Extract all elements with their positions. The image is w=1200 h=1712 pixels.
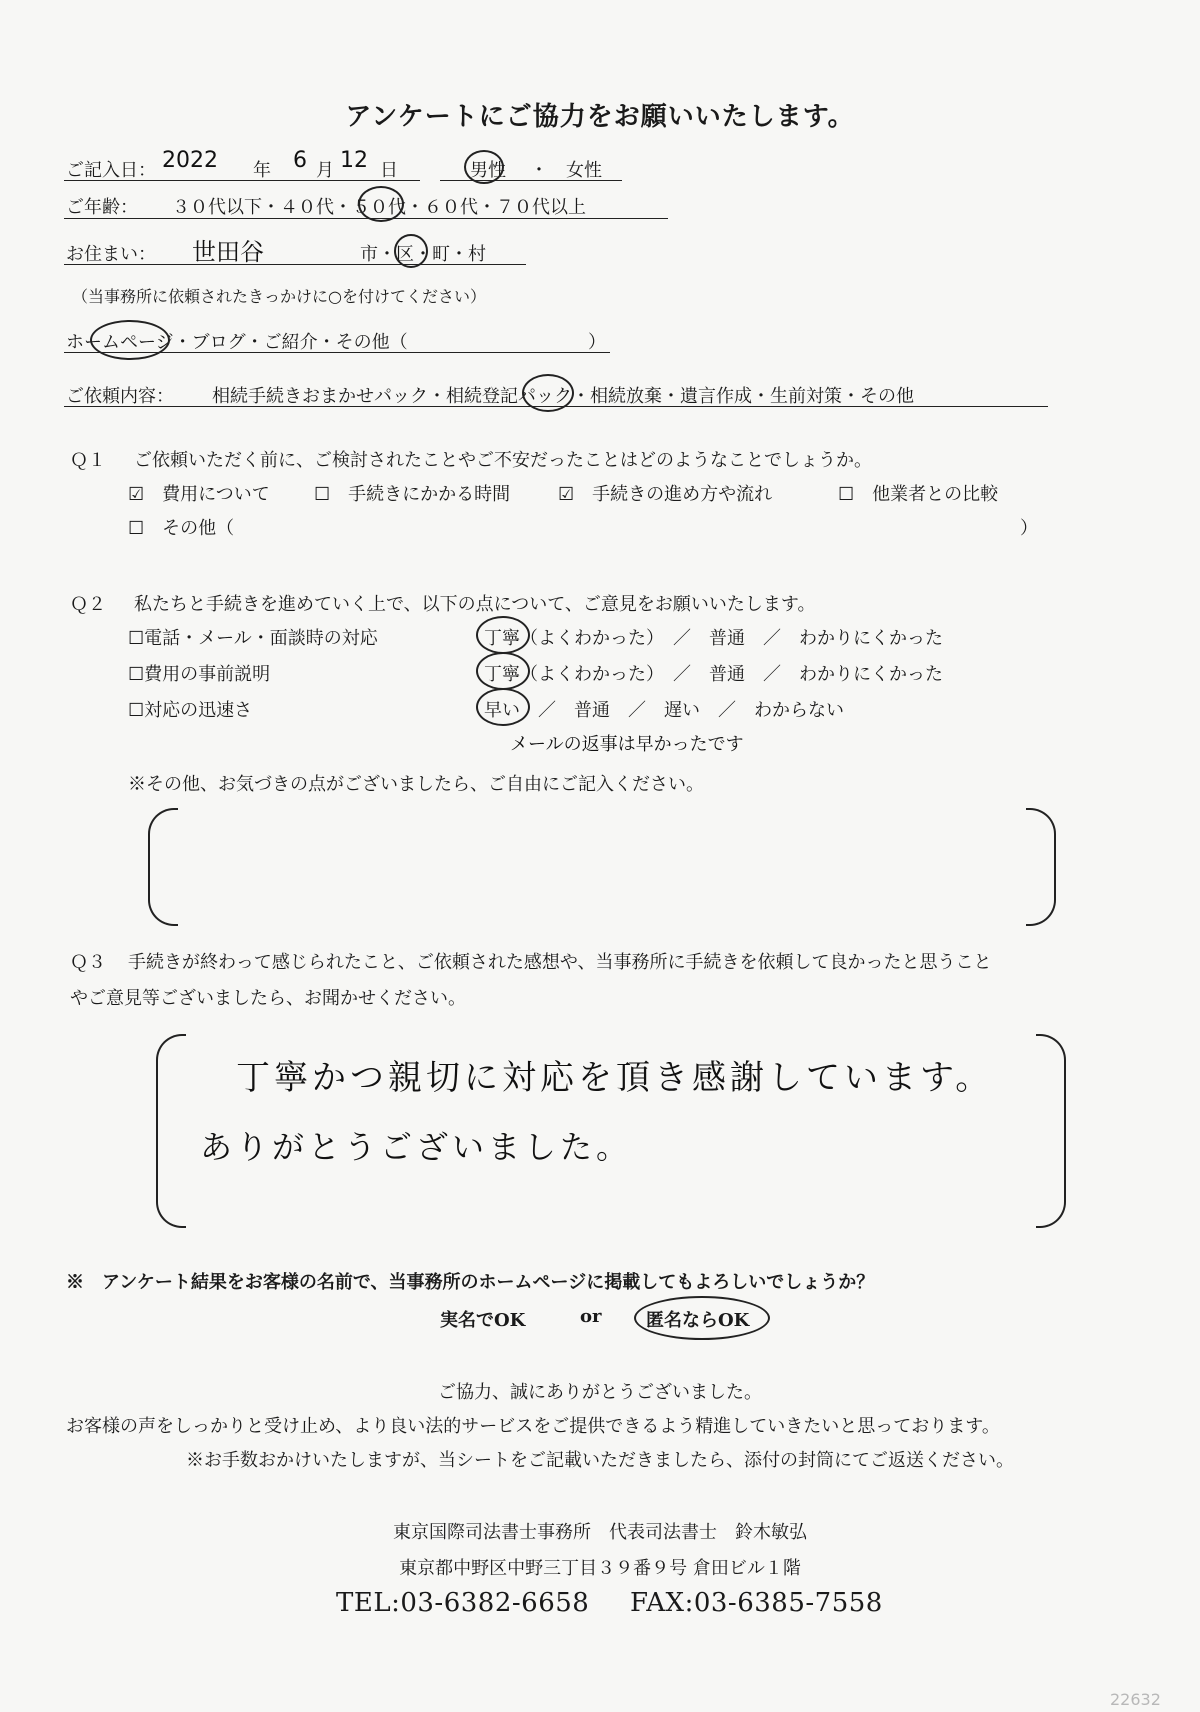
referral-note: （当事務所に依頼されたきっかけに○を付けてください） (72, 287, 486, 306)
date-day-unit: 日 (380, 160, 398, 181)
publish-or: or (580, 1306, 602, 1327)
publish-question: ※ アンケート結果をお客様の名前で、当事務所のホームページに掲載してもよろしいでしょうか？ (66, 1272, 875, 1293)
residence-label: お住まい： (66, 244, 156, 265)
q2-free-prompt: ※その他、お気づきの点がございましたら、ご自由にご記入ください。 (128, 774, 704, 795)
q3-bracket-left (156, 1034, 186, 1228)
q3-number: Ｑ３ (70, 952, 106, 973)
footer-address: 東京都中野区中野三丁目３９番９号 倉田ビル１階 (399, 1558, 801, 1579)
stamp-number: 22632 (1110, 1690, 1161, 1709)
polite-circle-mark (476, 616, 530, 654)
footer-office: 東京国際司法書士事務所 代表司法書士 鈴木敏弘 (393, 1522, 807, 1543)
referral-options: ホームページ・ブログ・ご紹介・その他（ (66, 332, 408, 353)
request-underline (64, 406, 1048, 407)
q2-text: 私たちと手続きを進めていく上で、以下の点について、ご意見をお願いいたします。 (134, 594, 816, 615)
checkbox-icon: ☐ (838, 484, 855, 505)
q3-text-line1: 手続きが終わって感じられたこと、ご依頼された感想や、当事務所に手続きを依頼して良かったと思うこと (128, 952, 992, 973)
homepage-circle-mark (90, 320, 170, 360)
q1-option-process: ☑ 手続きの進め方や流れ (558, 484, 773, 505)
request-options: 相続手続きおまかせパック・相続登記パック・相続放棄・遺言作成・生前対策・その他 (212, 386, 914, 407)
q1-other-close: ） (1020, 518, 1038, 539)
age-50s-circle-mark (358, 186, 404, 222)
age-underline (64, 218, 668, 219)
checkbox-icon: ☐ (128, 518, 145, 539)
checkbox-checked-icon: ☑ (128, 484, 145, 505)
q2-number: Ｑ２ (70, 594, 106, 615)
footer-tel: TEL:03-6382-6658 (336, 1588, 590, 1618)
closing-thanks: ご協力、誠にありがとうございました。 (438, 1382, 762, 1403)
referral-underline (64, 352, 610, 353)
q2-free-bracket-right (1026, 808, 1056, 926)
q2-free-bracket-left (148, 808, 178, 926)
polite-circle-mark (476, 652, 530, 690)
q1-option-cost: ☑ 費用について (128, 484, 270, 505)
referral-close: ） (588, 332, 606, 353)
q3-text-line2: やご意見等ございましたら、お聞かせください。 (70, 988, 466, 1009)
q3-answer-line1: 丁寧かつ親切に対応を頂き感謝しています。 (236, 1058, 994, 1098)
residence-value: 世田谷 (192, 238, 264, 266)
publish-anonymous: 匿名ならOK (646, 1310, 750, 1331)
q3-bracket-right (1036, 1034, 1066, 1228)
q1-number: Ｑ１ (70, 450, 106, 471)
age-options: ３０代以下・４０代・５０代・６０代・７０代以上 (172, 197, 586, 218)
publish-real-name: 実名でOK (440, 1310, 526, 1331)
q1-option-time: ☐ 手続きにかかる時間 (314, 484, 511, 505)
footer-fax: FAX:03-6385-7558 (630, 1588, 883, 1618)
gender-underline (440, 180, 622, 181)
q3-answer-line2: ありがとうございました。 (200, 1128, 633, 1166)
date-label: ご記入日： (66, 160, 156, 181)
date-underline (64, 180, 420, 181)
q2-item-contact: ☐電話・メール・面談時の対応 (128, 628, 378, 649)
q1-option-other: ☐ その他（ (128, 518, 235, 539)
age-label: ご年齢： (66, 197, 138, 218)
gender-male: 男性 (470, 160, 506, 181)
q1-text: ご依頼いただく前に、ご検討されたことやご不安だったことはどのようなことでしょうか。 (134, 450, 872, 471)
male-circle-mark (464, 150, 504, 184)
fast-circle-mark (476, 688, 530, 726)
request-label: ご依頼内容： (66, 386, 174, 407)
checkbox-checked-icon: ☑ (558, 484, 575, 505)
date-year: 2022 (162, 148, 218, 173)
q2-scale-contact: 丁寧（よくわかった） ／ 普通 ／ わかりにくかった (484, 628, 943, 649)
closing-line3: ※お手数おかけいたしますが、当シートをご記載いただきましたら、添付の封筒にてご返送ください。 (186, 1450, 1014, 1471)
gender-sep: ・ (530, 160, 548, 181)
q2-item-cost-explanation: ☐費用の事前説明 (128, 664, 271, 685)
q2-item-speed: ☐対応の迅速さ (128, 700, 253, 721)
date-year-unit: 年 (253, 160, 271, 181)
closing-line2: お客様の声をしっかりと受け止め、より良い法的サービスをご提供できるよう精進していきたいと思っております。 (66, 1416, 1000, 1437)
date-month: 6 (293, 148, 307, 173)
q2-scale-speed: 早い ／ 普通 ／ 遅い ／ わからない (484, 700, 844, 721)
page-title: アンケートにご協力をお願いいたします。 (345, 102, 855, 132)
q1-option-compare: ☐ 他業者との比較 (838, 484, 999, 505)
gender-female: 女性 (566, 160, 602, 181)
residence-underline (64, 264, 526, 265)
q2-handwritten-note: メールの返事は早かったです (510, 734, 744, 755)
checkbox-icon: ☐ (314, 484, 331, 505)
date-day: 12 (340, 148, 368, 173)
anonymous-circle-mark (634, 1296, 770, 1340)
date-month-unit: 月 (316, 160, 334, 181)
q2-scale-cost-explanation: 丁寧（よくわかった） ／ 普通 ／ わかりにくかった (484, 664, 943, 685)
ward-circle-mark (394, 234, 428, 268)
residence-options: 市・区・町・村 (360, 244, 486, 265)
